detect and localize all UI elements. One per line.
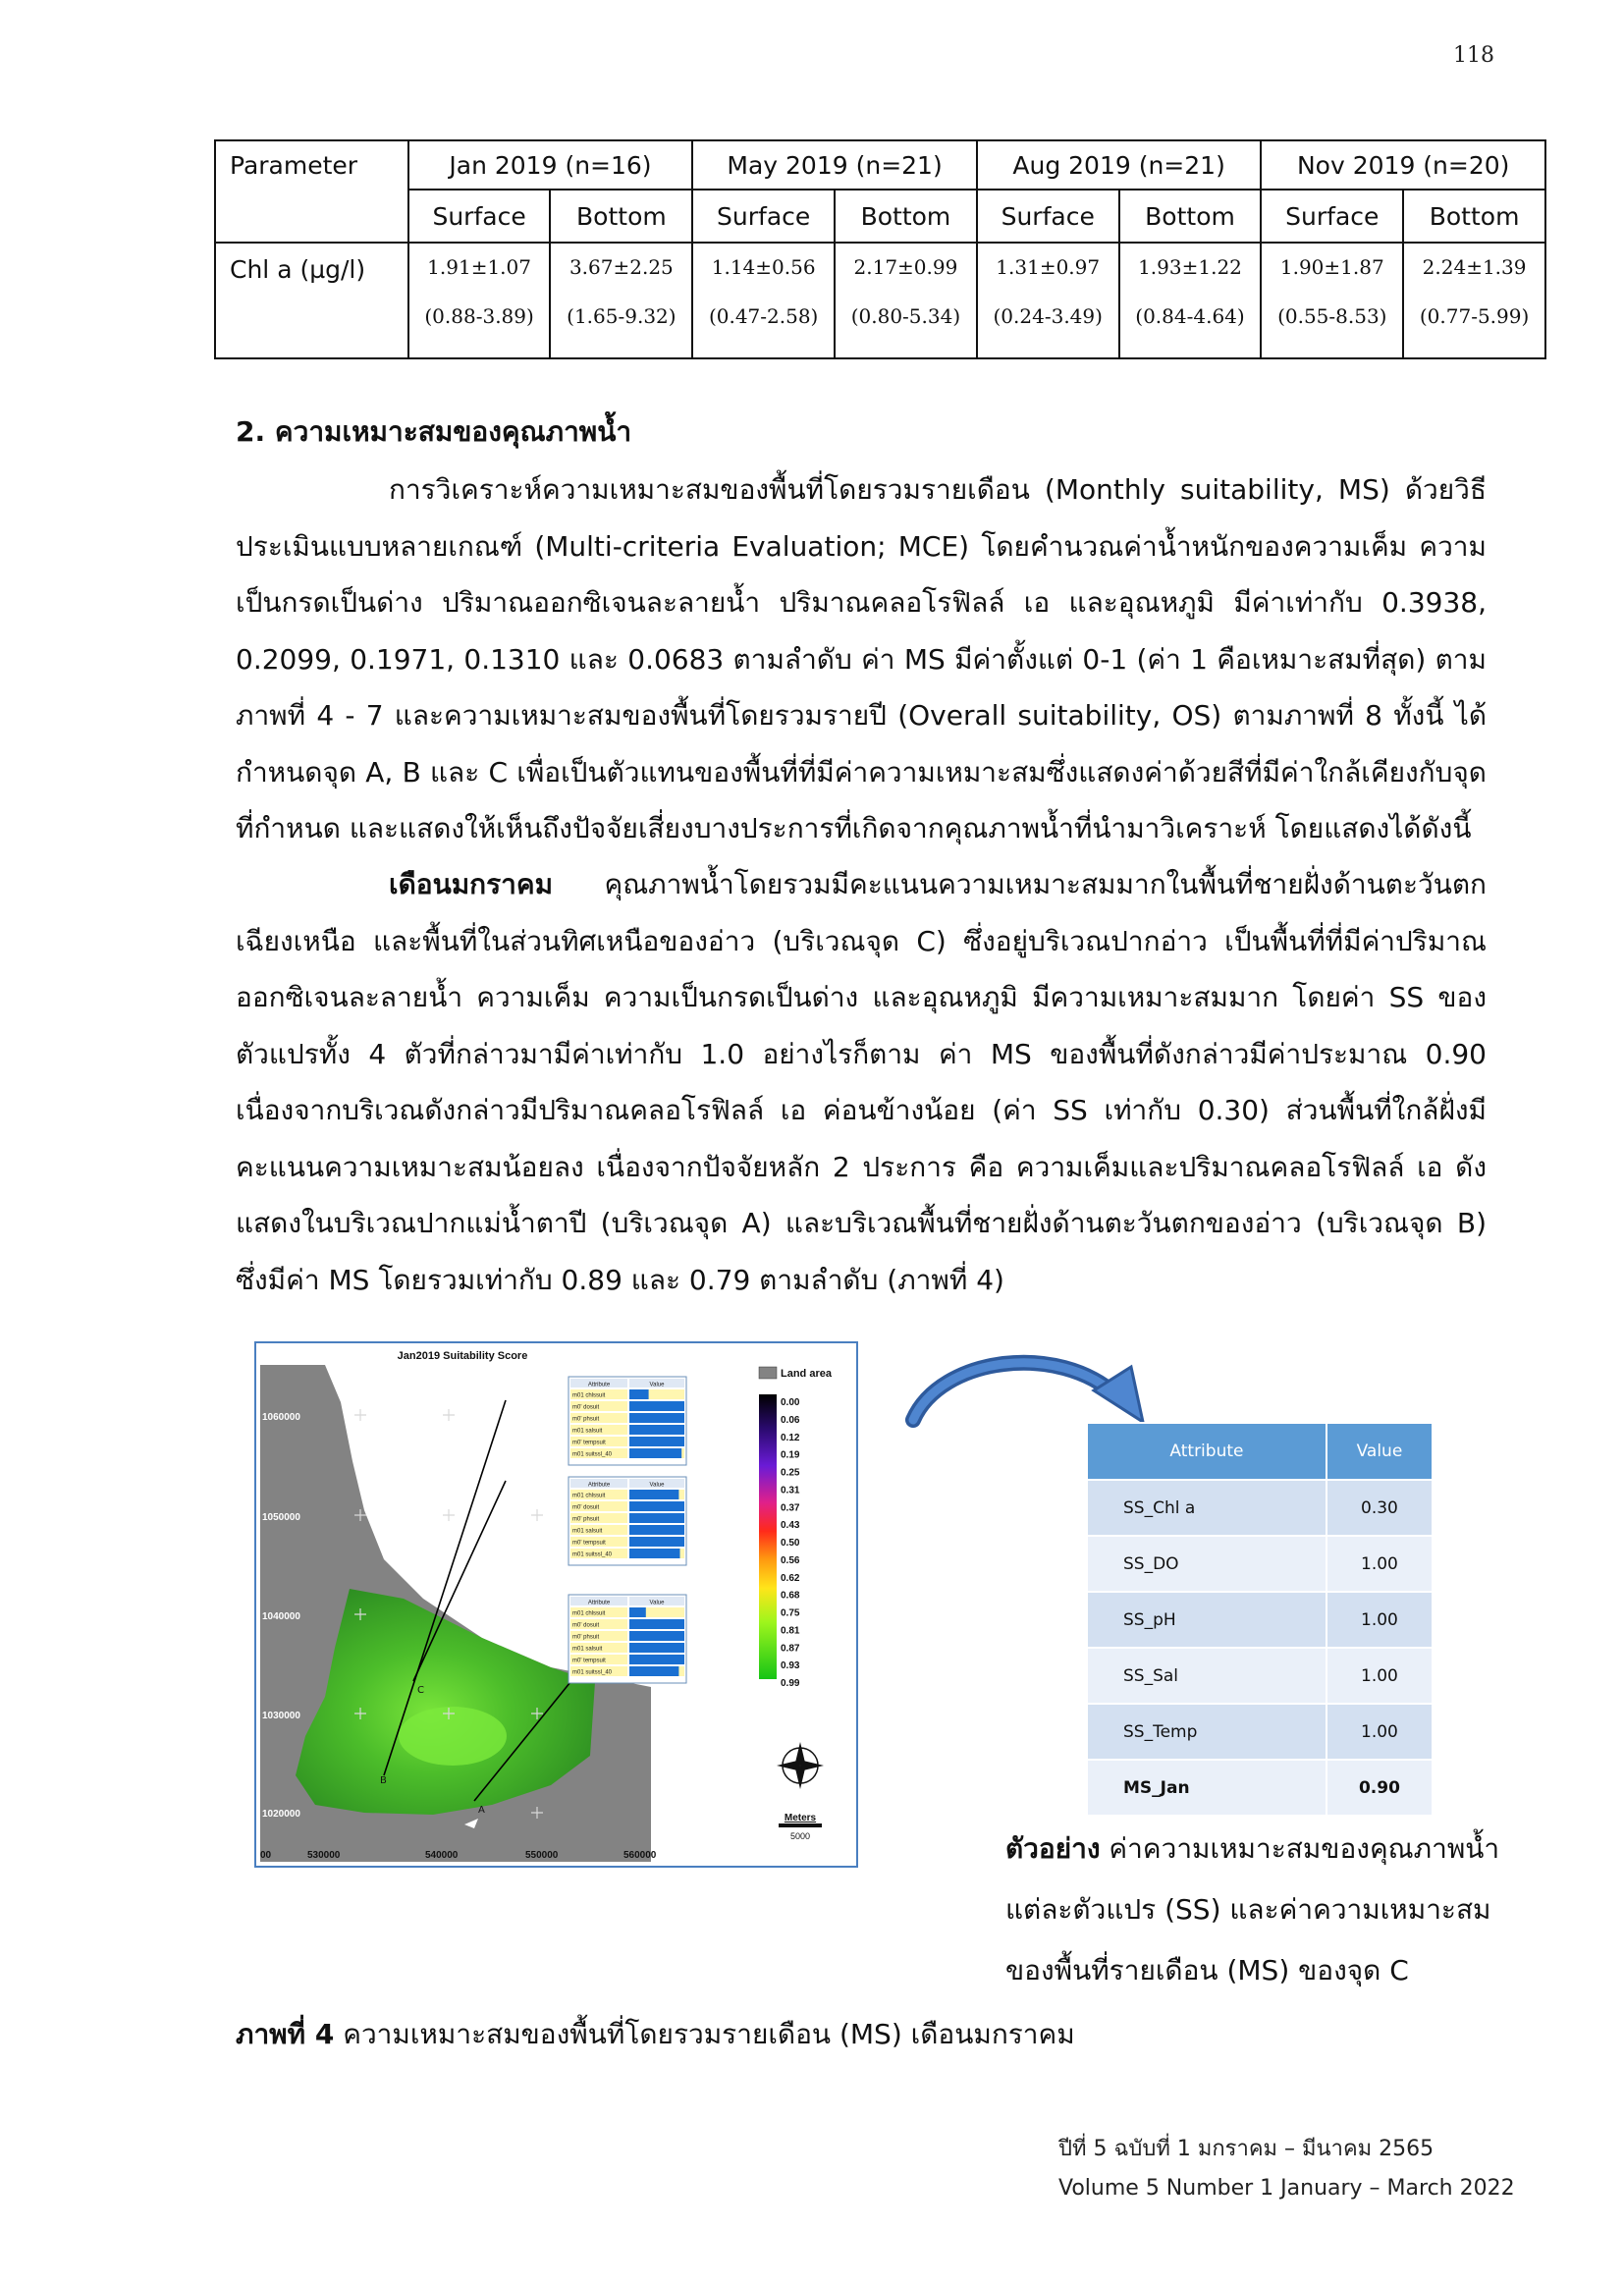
table-cell [692, 243, 835, 358]
popup-row-label: m01 chlssuit [572, 1610, 606, 1617]
attr-name: SS_Chl a [1087, 1480, 1326, 1536]
scale-bar [779, 1823, 822, 1827]
popup-row-label: m0' tempsuit [572, 1540, 606, 1547]
range-value: (1.65-9.32) [567, 304, 677, 328]
depth-header: Surface [977, 190, 1119, 243]
colorbar-tick-label: 0.81 [781, 1625, 800, 1637]
table-cell [1261, 243, 1403, 358]
range-value: (0.77-5.99) [1419, 304, 1530, 328]
table-cell [977, 243, 1119, 358]
popup-row-label: m0' phsuit [572, 1416, 600, 1423]
paragraph-january [236, 856, 1487, 1308]
value-header: Value [1326, 1423, 1433, 1480]
point-label-b: B [380, 1775, 387, 1786]
popup-value-bar [629, 1631, 684, 1641]
y-tick: 1050000 [262, 1512, 300, 1523]
figure-caption-body: ความเหมาะสมของพื้นที่โดยรวมรายเดือน (MS) เดือนมกราคม [334, 2018, 1075, 2050]
popup-row-label: m0' dosuit [572, 1504, 600, 1511]
popup-value-bar [629, 1501, 684, 1511]
paragraph-body: คุณภาพน้ำโดยรวมมีคะแนนความเหมาะสมมากในพื้นที่ชายฝั่งด้านตะวันตกเฉียงเหนือ และพื้นที่ในส่วนทิศเหนือของอ่าว (บริเวณจุด C) ซึ่งอยู่บริเวณปากอ่าว เป็นพื้นที่ที่มีค่าปริมาณออกซิเจนละลายน้ำ ความเค็ม ความเป็นกรดเป็นด่าง และอุณหภูมิ มีความเหมาะสมมาก โดยค่า SS ของตัวแปรทั้ง 4 ตัวที่กล่าวมามีค่าเท่ากับ 1.0 อย่างไรก็ตาม ค่า MS ของพื้นที่ดังกล่าวมีค่าประมาณ 0.90 เนื่องจากบริเวณดังกล่าวมีปริมาณคลอโรฟิลล์ เอ ค่อนข้างน้อย (ค่า SS เท่ากับ 0.30) ส่วนพื้นที่ใกล้ฝั่งมีคะแนนความเหมาะสมน้อยลง เนื่องจากปัจจัยหลัก 2 ประการ คือ ความเค็มและปริมาณคลอโรฟิลล์ เอ ดังแสดงในบริเวณปากแม่น้ำตาปี (บริเวณจุด A) และบริเวณพื้นที่ชายฝั่งด้านตะวันตกของอ่าว (บริเวณจุด B) ซึ่งมีค่า MS โดยรวมเท่ากับ 0.89 และ 0.79 ตามลำดับ (ภาพที่ 4) [236, 868, 1487, 1296]
colorbar-tick-label: 0.25 [781, 1467, 800, 1479]
mean-value: 1.14±0.56 [711, 255, 816, 279]
popup-row-label: m01 suitssl_40 [572, 1451, 613, 1458]
colorbar-tick-label: 0.99 [781, 1678, 800, 1689]
popup-row-label: m0' phsuit [572, 1634, 600, 1641]
popup-value-bar [629, 1643, 684, 1653]
page-number: 118 [1453, 43, 1494, 68]
x-tick: 530000 [307, 1850, 341, 1861]
colorbar-tick-label: 0.31 [781, 1485, 800, 1496]
range-value: (0.84-4.64) [1135, 304, 1245, 328]
point-c-attribute-table [1086, 1422, 1434, 1817]
popup-row-label: m01 salsuit [572, 1646, 603, 1653]
y-tick: 1060000 [262, 1412, 300, 1423]
period-header: May 2019 (n=21) [692, 140, 977, 190]
period-header: Jan 2019 (n=16) [408, 140, 693, 190]
popup-header: Attribute [587, 1482, 611, 1489]
x-tick: 560000 [623, 1850, 657, 1861]
popup-row-label: m0' tempsuit [572, 1658, 606, 1664]
popup-row-label: m01 suitssl_40 [572, 1669, 613, 1676]
colorbar-tick-label: 0.43 [781, 1520, 800, 1532]
point-label-c: C [417, 1685, 424, 1696]
popup-row-label: m01 chlssuit [572, 1392, 606, 1399]
attr-name: SS_Temp [1087, 1704, 1326, 1760]
popup-value-bar [629, 1490, 678, 1499]
colorbar-tick-label: 0.00 [781, 1397, 800, 1408]
popup-value-bar [629, 1389, 649, 1399]
x-tick: 550000 [525, 1850, 559, 1861]
score-colorbar [759, 1394, 777, 1679]
colorbar-ticks [781, 1397, 800, 1689]
popup-value-bar [629, 1537, 684, 1547]
popup-header: Value [649, 1482, 665, 1489]
popup-header: Value [649, 1600, 665, 1606]
period-header: Nov 2019 (n=20) [1261, 140, 1545, 190]
attr-value: 1.00 [1326, 1592, 1433, 1648]
popup-row-label: m01 salsuit [572, 1428, 603, 1435]
example-lead: ตัวอย่าง [1005, 1832, 1101, 1865]
land-legend-label: Land area [781, 1368, 832, 1380]
depth-header: Surface [692, 190, 835, 243]
table-cell [835, 243, 977, 358]
popup-row-label: m01 chlssuit [572, 1493, 606, 1499]
table-cell [550, 243, 692, 358]
attr-value: 1.00 [1326, 1536, 1433, 1592]
attribute-popup [568, 1477, 686, 1565]
popup-value-bar [629, 1425, 684, 1435]
mean-value: 1.31±0.97 [996, 255, 1101, 279]
figure-caption-lead: ภาพที่ 4 [236, 2018, 335, 2050]
range-value: (0.55-8.53) [1277, 304, 1387, 328]
attribute-popup [568, 1595, 686, 1683]
attr-value: 0.30 [1326, 1480, 1433, 1536]
x-tick: 540000 [425, 1850, 459, 1861]
popup-value-bar [629, 1413, 684, 1423]
x-tick: 00 [260, 1850, 272, 1861]
parameter-header: Parameter [215, 140, 408, 243]
table-cell [408, 243, 551, 358]
attr-value: 1.00 [1326, 1648, 1433, 1704]
colorbar-tick-label: 0.87 [781, 1643, 800, 1655]
range-value: (0.88-3.89) [424, 304, 534, 328]
attr-name: SS_pH [1087, 1592, 1326, 1648]
row-label: Chl a (µg/l) [215, 243, 408, 358]
popup-value-bar [629, 1525, 684, 1535]
popup-header: Value [649, 1382, 665, 1388]
mean-value: 1.93±1.22 [1138, 255, 1242, 279]
colorbar-tick-label: 0.56 [781, 1554, 800, 1566]
depth-header: Surface [408, 190, 551, 243]
colorbar-tick-label: 0.50 [781, 1538, 800, 1549]
popup-header: Attribute [587, 1600, 611, 1606]
popup-value-bar [629, 1666, 678, 1676]
colorbar-tick-label: 0.12 [781, 1432, 800, 1443]
attr-name: MS_Jan [1087, 1760, 1326, 1816]
mean-value: 3.67±2.25 [568, 255, 674, 279]
colorbar-tick-label: 0.06 [781, 1414, 800, 1426]
paragraph-lead: เดือนมกราคม [389, 868, 554, 900]
popup-row-label: m01 suitssl_40 [572, 1551, 613, 1558]
table-cell [1403, 243, 1545, 358]
depth-header: Bottom [1119, 190, 1262, 243]
colorbar-tick-label: 0.37 [781, 1502, 800, 1514]
period-header: Aug 2019 (n=21) [977, 140, 1262, 190]
popup-row-label: m01 salsuit [572, 1528, 603, 1535]
map-canvas [256, 1343, 856, 1866]
depth-header: Bottom [835, 190, 977, 243]
depth-header: Bottom [1403, 190, 1545, 243]
colorbar-tick-label: 0.68 [781, 1590, 800, 1602]
depth-header: Bottom [550, 190, 692, 243]
mean-value: 2.24±1.39 [1422, 255, 1527, 279]
attr-value: 1.00 [1326, 1704, 1433, 1760]
figure-caption [236, 2013, 1075, 2056]
colorbar-tick-label: 0.19 [781, 1449, 800, 1461]
mean-value: 1.91±1.07 [427, 255, 531, 279]
land-legend-swatch [759, 1367, 777, 1379]
attribute-popups [568, 1377, 686, 1683]
popup-row-label: m0' phsuit [572, 1516, 600, 1523]
colorbar-tick-label: 0.93 [781, 1660, 800, 1672]
popup-value-bar [629, 1607, 646, 1617]
popup-row-label: m0' tempsuit [572, 1440, 606, 1446]
popup-value-bar [629, 1549, 680, 1558]
scale-label: Meters [784, 1813, 817, 1823]
attr-header: Attribute [1087, 1423, 1326, 1480]
popup-value-bar [629, 1437, 684, 1446]
mean-value: 2.17±0.99 [853, 255, 958, 279]
high-suitability-zone [399, 1707, 507, 1766]
point-label-a: A [478, 1805, 485, 1816]
attr-name: SS_Sal [1087, 1648, 1326, 1704]
map-title: Jan2019 Suitability Score [397, 1350, 528, 1362]
range-value: (0.80-5.34) [850, 304, 961, 328]
range-value: (0.47-2.58) [708, 304, 819, 328]
paragraph-methods: การวิเคราะห์ความเหมาะสมของพื้นที่โดยรวมรายเดือน (Monthly suitability, MS) ด้วยวิธีประเมินแบบหลายเกณฑ์ (Multi-criteria Evaluation; MCE) โดยคำนวณค่าน้ำหนักของความเค็ม ความเป็นกรดเป็นด่าง ปริมาณออกซิเจนละลายน้ำ ปริมาณคลอโรฟิลล์ เอ และอุณหภูมิ มีค่าเท่ากับ 0.3938, 0.2099, 0.1971, 0.1310 และ 0.0683 ตามลำดับ ค่า MS มีค่าตั้งแต่ 0-1 (ค่า 1 คือเหมาะสมที่สุด) ตามภาพที่ 4 - 7 และความเหมาะสมของพื้นที่โดยรวมรายปี (Overall suitability, OS) ตามภาพที่ 8 ทั้งนี้ ได้กำหนดจุด A, B และ C เพื่อเป็นตัวแทนของพื้นที่ที่มีค่าความเหมาะสมซึ่งแสดงค่าด้วยสีที่มีค่าใกล้เคียงกับจุดที่กำหนด และแสดงให้เห็นถึงปัจจัยเสี่ยงบางประการที่เกิดจากคุณภาพน้ำที่นำมาวิเคราะห์ โดยแสดงได้ดังนี้ [236, 473, 1487, 844]
chlorophyll-table [214, 139, 1546, 359]
range-value: (0.24-3.49) [993, 304, 1103, 328]
section-heading: 2. ความเหมาะสมของคุณภาพน้ำ [236, 415, 632, 448]
popup-value-bar [629, 1448, 681, 1458]
popup-header: Attribute [587, 1382, 611, 1388]
popup-row-label: m0' dosuit [572, 1404, 600, 1411]
north-arrow-icon [777, 1742, 824, 1789]
colorbar-tick-label: 0.62 [781, 1572, 800, 1584]
suitability-map [254, 1341, 858, 1868]
y-tick: 1040000 [262, 1611, 300, 1622]
table-cell [1119, 243, 1262, 358]
popup-value-bar [629, 1619, 684, 1629]
depth-header: Surface [1261, 190, 1403, 243]
popup-row-label: m0' dosuit [572, 1622, 600, 1629]
attr-value: 0.90 [1326, 1760, 1433, 1816]
attr-name: SS_DO [1087, 1536, 1326, 1592]
y-tick: 1030000 [262, 1711, 300, 1721]
popup-value-bar [629, 1401, 684, 1411]
example-body: ค่าความเหมาะสมของคุณภาพน้ำแต่ละตัวแปร (SS) และค่าความเหมาะสมของพื้นที่รายเดือน (MS) ของจุด C [1005, 1832, 1500, 1986]
mean-value: 1.90±1.87 [1279, 255, 1384, 279]
footer-thai: ปีที่ 5 ฉบับที่ 1 มกราคม – มีนาคม 2565 [1058, 2137, 1435, 2161]
y-tick: 1020000 [262, 1809, 300, 1820]
colorbar-tick-label: 0.75 [781, 1607, 800, 1619]
example-caption [1005, 1819, 1516, 2001]
popup-value-bar [629, 1655, 684, 1664]
popup-value-bar [629, 1513, 684, 1523]
attribute-popup [568, 1377, 686, 1465]
footer-english: Volume 5 Number 1 January – March 2022 [1058, 2176, 1515, 2201]
scale-value: 5000 [789, 1831, 811, 1841]
